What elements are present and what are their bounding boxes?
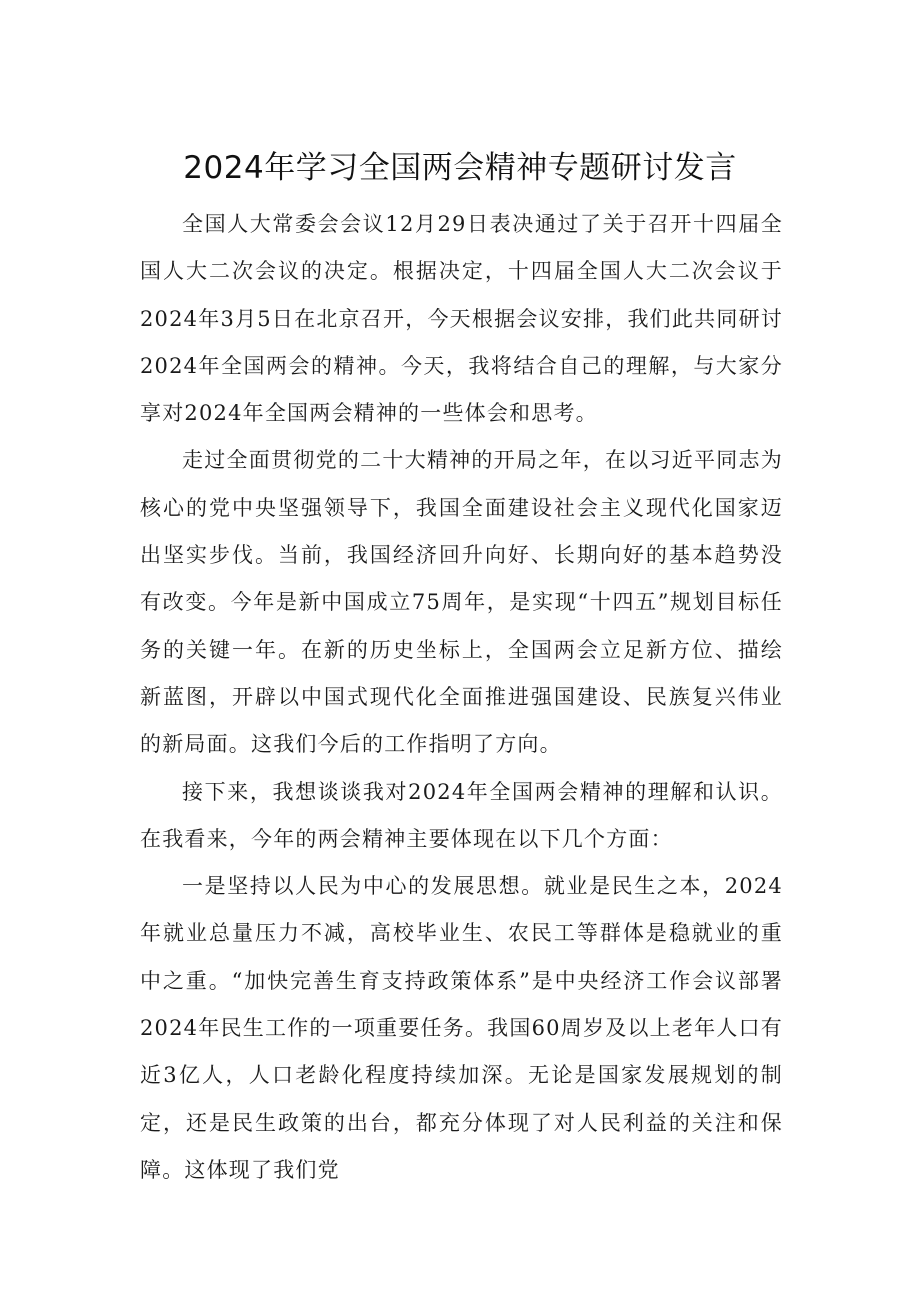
document-body <box>140 201 783 1194</box>
paragraph-2: 走过全面贯彻党的二十大精神的开局之年，在以习近平同志为核心的党中央坚强领导下，我国全面建设社会主义现代化国家迈出坚实步伐。当前，我国经济回升向好、长期向好的基本趋势没有改变。今年是新中国成立75周年，是实现“十四五”规划目标任务的关键一年。在新的历史坐标上，全国两会立足新方位、描绘新蓝图，开辟以中国式现代化全面推进强国建设、民族复兴伟业的新局面。这我们今后的工作指明了方向。 <box>140 448 783 757</box>
document-title: 2024年学习全国两会精神专题研讨发言 <box>183 150 737 186</box>
paragraph-1: 全国人大常委会会议12月29日表决通过了关于召开十四届全国人大二次会议的决定。根据决定，十四届全国人大二次会议于2024年3月5日在北京召开，今天根据会议安排，我们此共同研讨2024年全国两会的精神。今天，我将结合自己的理解，与大家分享对2024年全国两会精神的一些体会和思考。 <box>140 212 783 426</box>
paragraph-3: 接下来，我想谈谈我对2024年全国两会精神的理解和认识。在我看来，今年的两会精神主要体现在以下几个方面： <box>140 779 783 851</box>
paragraph-4: 一是坚持以人民为中心的发展思想。就业是民生之本，2024年就业总量压力不减，高校毕业生、农民工等群体是稳就业的重中之重。“加快完善生育支持政策体系”是中央经济工作会议部署2024年民生工作的一项重要任务。我国60周岁及以上老年人口有近3亿人，人口老龄化程度持续加深。无论是国家发展规划的制定，还是民生政策的出台，都充分体现了对人民利益的关注和保障。这体现了我们党 <box>140 874 783 1182</box>
